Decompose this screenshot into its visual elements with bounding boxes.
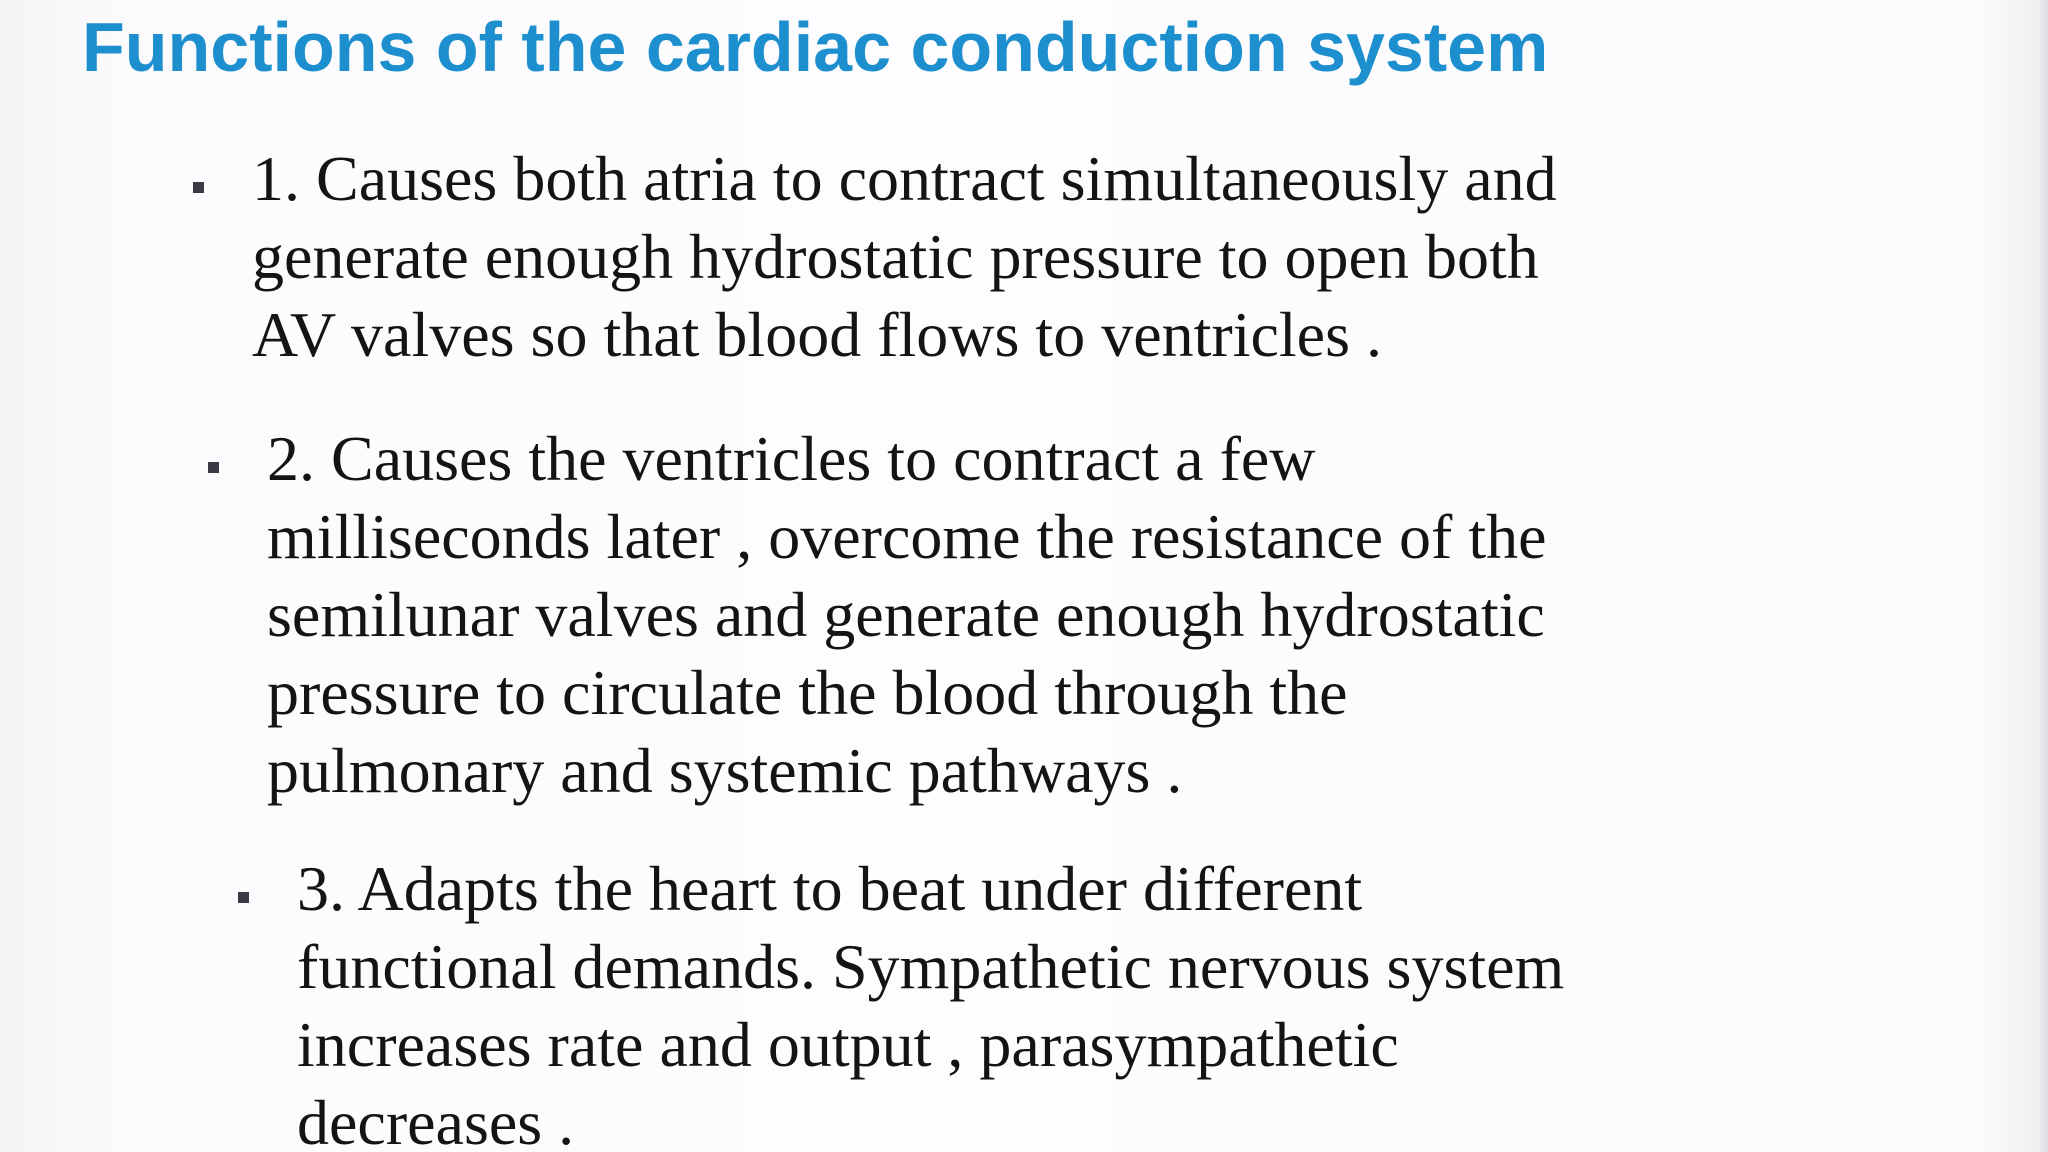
bullet-item-3: [238, 850, 1837, 1152]
square-bullet-icon: [208, 462, 219, 473]
square-bullet-icon: [238, 892, 249, 903]
slide-right-edge: [2040, 0, 2048, 1152]
bullet-line: decreases .: [297, 1087, 575, 1152]
square-bullet-icon: [193, 182, 204, 193]
bullet-item-2: [208, 420, 1827, 810]
bullet-line: increases rate and output , parasympathetic: [297, 1009, 1399, 1080]
bullet-line: AV valves so that blood flows to ventricles .: [252, 299, 1382, 370]
bullet-line: semilunar valves and generate enough hydrostatic: [267, 579, 1545, 650]
bullet-line: pressure to circulate the blood through the: [267, 657, 1348, 728]
bullet-line: milliseconds later , overcome the resistance of the: [267, 501, 1547, 572]
bullet-text-3: [297, 850, 1837, 1152]
bullet-item-1: [193, 140, 1832, 374]
bullet-line: generate enough hydrostatic pressure to open both: [252, 221, 1539, 292]
bullet-line: 1. Causes both atria to contract simultaneously and: [252, 143, 1557, 214]
bullet-text-1: [252, 140, 1832, 374]
bullet-line: 2. Causes the ventricles to contract a few: [267, 423, 1316, 494]
bullet-text-2: [267, 420, 1827, 810]
bullet-line: pulmonary and systemic pathways .: [267, 735, 1183, 806]
slide-title: Functions of the cardiac conduction system: [82, 8, 1549, 86]
bullet-line: 3. Adapts the heart to beat under different: [297, 853, 1363, 924]
bullet-line: functional demands. Sympathetic nervous system: [297, 931, 1565, 1002]
